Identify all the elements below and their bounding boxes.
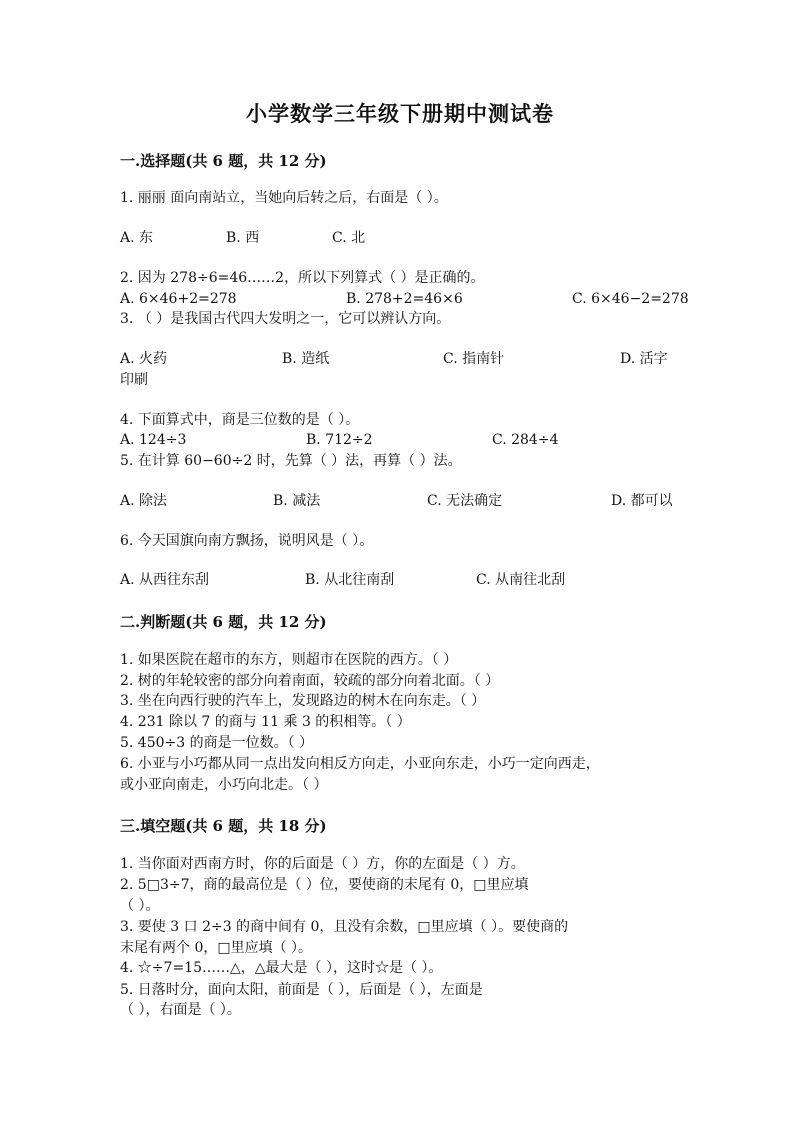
option: A. 火药	[120, 351, 168, 367]
option: A. 6×46+2=278	[120, 291, 237, 307]
option: B. 278+2=46×6	[346, 291, 463, 307]
question-line: （ ）。	[120, 898, 160, 914]
question-line: 4. 231 除以 7 的商与 11 乘 3 的积相等。（ ）	[120, 714, 411, 730]
option: C. 从南往北刮	[476, 572, 566, 588]
question-line: 末尾有两个 0，□里应填（ ）。	[120, 940, 313, 956]
question-stem: 6. 今天国旗向南方飘扬，说明风是（ ）。	[120, 533, 374, 549]
options-row	[120, 570, 680, 590]
option: B. 从北往南刮	[305, 572, 395, 588]
option: C. 6×46−2=278	[572, 291, 689, 307]
question-line: 4. ☆÷7=15……△，△最大是（ ），这时☆是（ ）。	[120, 960, 443, 976]
option: A. 除法	[120, 493, 168, 509]
option: C. 284÷4	[492, 432, 559, 448]
option: C. 北	[332, 230, 366, 246]
section-heading-choice: 一.选择题(共 6 题，共 12 分)	[120, 152, 327, 170]
option: A. 从西往东刮	[120, 572, 210, 588]
option: B. 造纸	[282, 351, 330, 367]
question-stem: 5. 在计算 60−60÷2 时，先算（ ）法，再算（ ）法。	[120, 453, 462, 469]
question-line: 1. 如果医院在超市的东方，则超市在医院的西方。（ ）	[120, 652, 458, 668]
option: B. 减法	[273, 493, 321, 509]
options-row	[120, 289, 689, 309]
question-line: 2. 树的年轮较密的部分向着南面，较疏的部分向着北面。（ ）	[120, 673, 500, 689]
question-stem: 1. 丽丽 面向南站立，当她向后转之后，右面是（ ）。	[120, 190, 448, 206]
option: A. 东	[120, 230, 154, 246]
question-line: 5. 日落时分，面向太阳，前面是（ ），后面是（ ），左面是	[120, 982, 483, 998]
question-stem: 3. （ ）是我国古代四大发明之一，它可以辨认方向。	[120, 311, 451, 327]
option: C. 无法确定	[427, 493, 503, 509]
option: B. 712÷2	[306, 432, 373, 448]
option: D. 活字	[620, 351, 668, 367]
question-line: 3. 坐在向西行驶的汽车上，发现路边的树木在向东走。（ ）	[120, 693, 486, 709]
question-line: 3. 要使 3 口 2÷3 的商中间有 0，且没有余数，□里应填（ ）。要使商的	[120, 919, 569, 935]
option: A. 124÷3	[120, 432, 187, 448]
question-line: 2. 5□3÷7，商的最高位是（ ）位，要使商的末尾有 0，□里应填	[120, 877, 529, 893]
option: D. 都可以	[611, 493, 673, 509]
question-line: 6. 小亚与小巧都从同一点出发向相反方向走，小亚向东走，小巧一定向西走，	[120, 756, 600, 772]
question-stem: 4. 下面算式中，商是三位数的是（ ）。	[120, 412, 360, 428]
question-line: 5. 450÷3 的商是一位数。（ ）	[120, 735, 314, 751]
options-row	[120, 491, 680, 511]
options-row	[120, 430, 680, 450]
option: C. 指南针	[443, 351, 505, 367]
options-row	[120, 228, 680, 248]
section-heading-judgement: 二.判断题(共 6 题，共 12 分)	[120, 613, 327, 631]
question-line: 1. 当你面对西南方时，你的后面是（ ）方，你的左面是（ ）方。	[120, 856, 525, 872]
page-title: 小学数学三年级下册期中测试卷	[246, 101, 554, 126]
option-wrap: 印刷	[120, 372, 148, 388]
question-line: （ ），右面是（ ）。	[120, 1002, 241, 1018]
question-line: 或小亚向南走，小巧向北走。（ ）	[120, 777, 328, 793]
option: B. 西	[226, 230, 260, 246]
options-row	[120, 349, 680, 369]
section-heading-fill-in: 三.填空题(共 6 题，共 18 分)	[120, 817, 327, 835]
question-stem: 2. 因为 278÷6=46……2，所以下列算式（ ）是正确的。	[120, 270, 485, 286]
